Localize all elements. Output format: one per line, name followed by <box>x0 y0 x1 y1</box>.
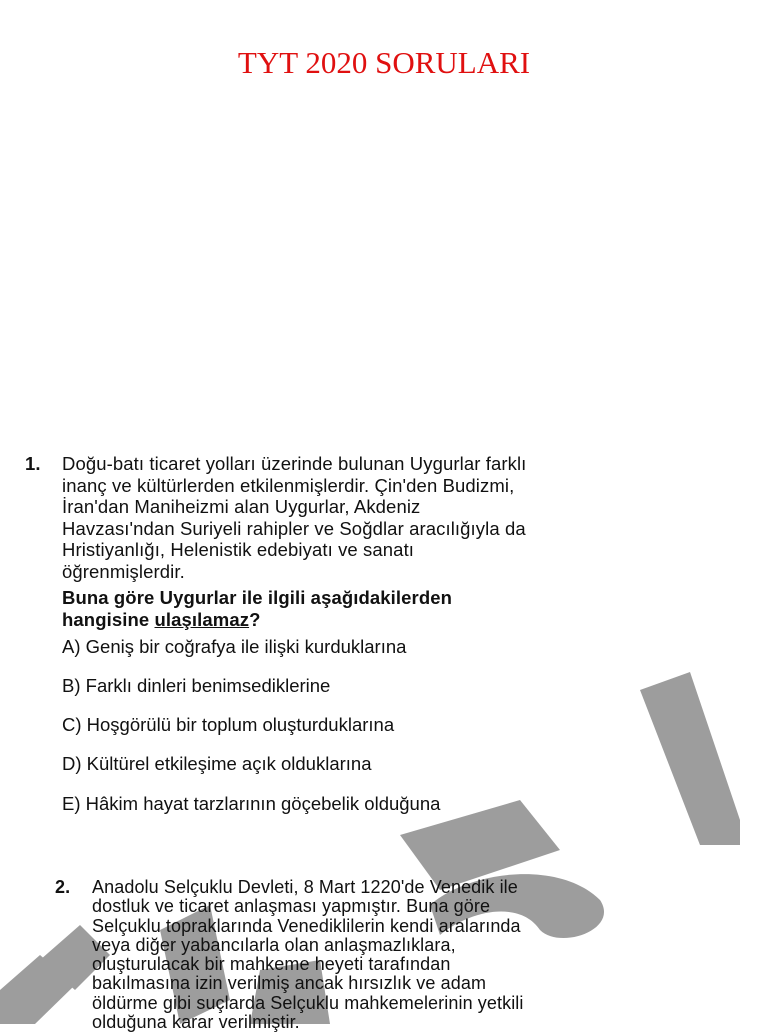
stem-prefix: hangisine <box>62 608 155 630</box>
text-line: Hristiyanlığı, Helenistik edebiyatı ve sanatı <box>62 539 415 560</box>
text-line: Havzası'ndan Suriyeli rahipler ve Soğdlar aracılığıyla da <box>62 517 526 539</box>
text-line: öldürme gibi suçlarda Selçuklu mahkemelerinin yetkili <box>92 992 524 1013</box>
text-line: Doğu-batı ticaret yolları üzerinde bulunan Uygurlar farklı <box>62 453 527 474</box>
option-a[interactable]: A) Geniş bir coğrafya ile ilişki kurduklarına <box>62 636 407 657</box>
text-line: İran'dan Maniheizmi alan Uygurlar, Akdeniz <box>62 496 421 517</box>
text-line: dostluk ve ticaret anlaşması yapmıştır. Buna göre <box>92 896 491 917</box>
question-number: 1. <box>25 453 41 474</box>
text-line: veya diğer yabancılarla olan anlaşmazlıklara, <box>92 934 456 955</box>
stem-suffix: ? <box>249 608 261 630</box>
text-line: olduğuna karar verilmiştir. <box>92 1012 300 1032</box>
text-line: oluşturulacak bir mahkeme heyeti tarafından <box>92 954 451 975</box>
question-1-text <box>62 453 526 630</box>
question-2-text <box>92 878 524 1032</box>
text-line: Anadolu Selçuklu Devleti, 8 Mart 1220'de Venedik ile <box>92 877 518 897</box>
option-d[interactable]: D) Kültürel etkileşime açık olduklarına <box>62 753 372 774</box>
stem-line: Buna göre Uygurlar ile ilgili aşağıdakilerden <box>62 587 453 608</box>
question-stem <box>62 587 526 630</box>
watermark-shape <box>640 672 740 845</box>
question-number: 2. <box>55 877 71 897</box>
option-e[interactable]: E) Hâkim hayat tarzlarının göçebelik olduğuna <box>62 793 441 814</box>
text-line: inanç ve kültürlerden etkilenmişlerdir. Çin'den Budizmi, <box>62 474 515 496</box>
option-b[interactable]: B) Farklı dinleri benimsediklerine <box>62 675 331 696</box>
option-c[interactable]: C) Hoşgörülü bir toplum oluşturduklarına <box>62 714 395 735</box>
text-line: Selçuklu topraklarında Venediklilerin kendi aralarında <box>92 915 521 936</box>
text-line: öğrenmişlerdir. <box>62 560 185 582</box>
text-line: bakılmasına izin verilmiş ancak hırsızlık ve adam <box>92 973 487 994</box>
page-title: TYT 2020 SORULARI <box>237 45 531 80</box>
stem-underlined: ulaşılamaz <box>154 608 250 630</box>
